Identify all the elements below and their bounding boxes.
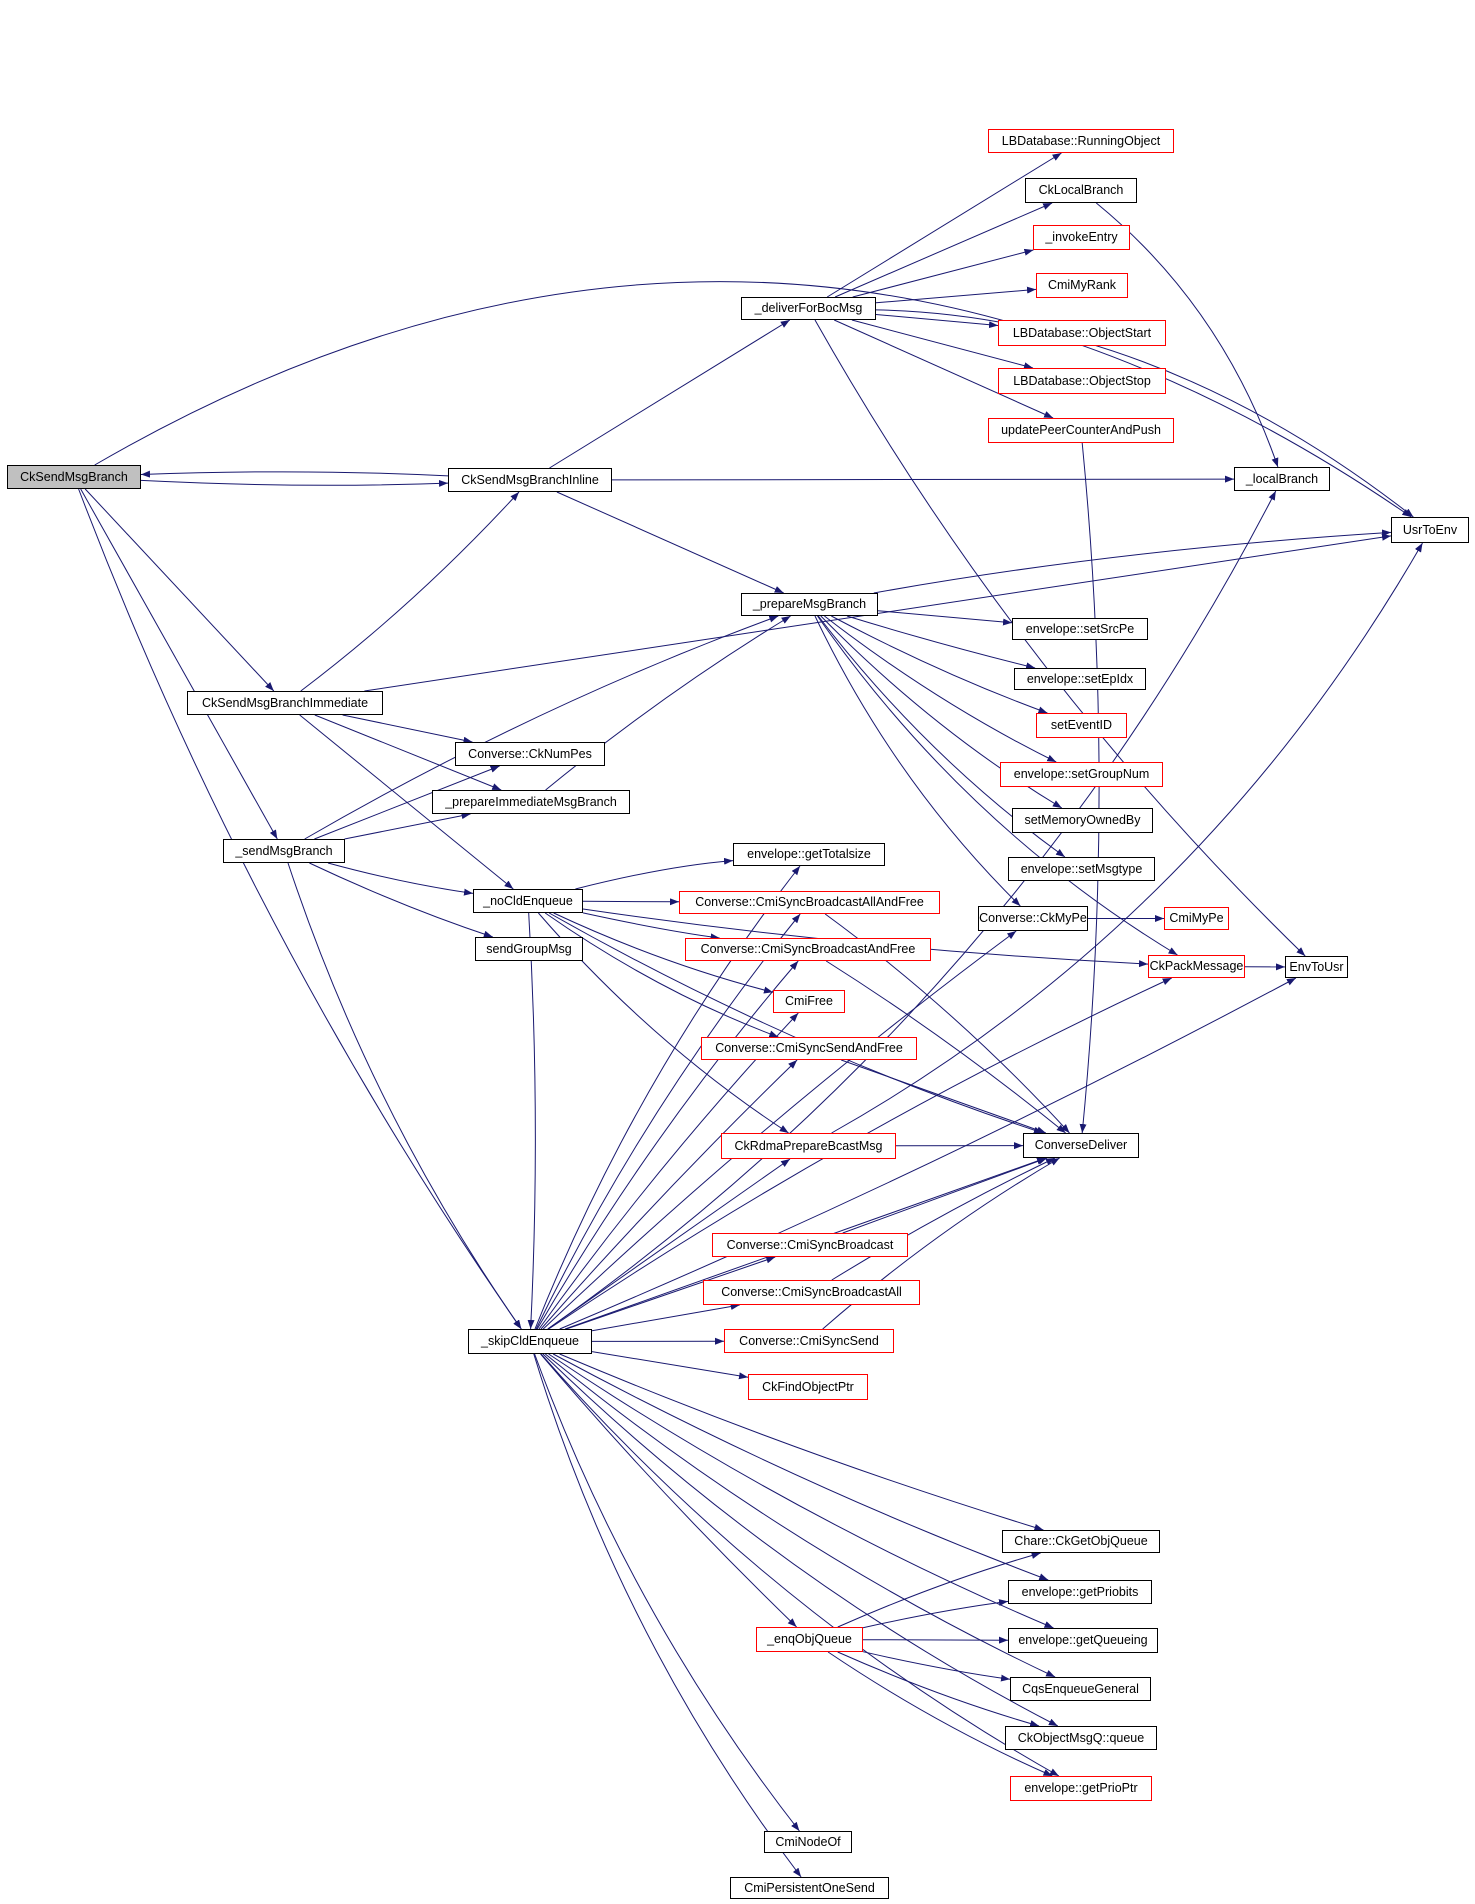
node-label-getobjq: Chare::CkGetObjQueue [1014,1534,1148,1549]
node-label-bcastfree: Converse::CmiSyncBroadcastAndFree [700,942,916,957]
node-label-ckmype: Converse::CkMyPe [979,911,1087,926]
node-getprioptr[interactable] [1010,1776,1152,1801]
node-cmimyrank[interactable] [1036,273,1128,298]
node-label-getpriobits: envelope::getPriobits [1021,1584,1139,1599]
edge-skipcld-findobj [592,1352,748,1378]
edge-deliverboc-objstart [876,315,998,326]
edge-nocld-sendfree [545,913,778,1037]
node-cmipersist[interactable] [730,1877,889,1899]
edge-enqobj-getqueueing [863,1640,1008,1641]
node-label-usrtoenv: UsrToEnv [1402,522,1458,537]
node-label-skipcld: _skipCldEnqueue [481,1334,579,1349]
edge-nocld-skipcld [529,913,536,1329]
edge-immediate-cknumpes [343,715,473,742]
edge-deliverboc-cklocal [835,203,1052,297]
node-nocld[interactable] [473,889,583,913]
node-label-cminodeof: CmiNodeOf [775,1834,841,1849]
node-label-gettotal: envelope::getTotalsize [747,847,871,862]
node-label-prepmsg: _prepareMsgBranch [752,597,867,612]
edge-inline-localbranch [612,479,1234,480]
node-usrtoenv[interactable] [1391,517,1469,543]
node-prepimm[interactable] [432,790,630,814]
node-label-getprioptr: envelope::getPrioPtr [1024,1781,1138,1796]
edge-sendmsg-skipcld [288,863,521,1329]
edge-enqobj-cqsenq [863,1652,1010,1680]
edge-skipcld-ckobjmsgq [543,1354,1058,1726]
node-ckrdma[interactable] [721,1133,896,1159]
node-label-envtousr: EnvToUsr [1289,959,1344,974]
node-inline[interactable] [448,468,612,492]
node-prepmsg[interactable] [741,593,878,616]
node-convdeliver[interactable] [1023,1133,1139,1158]
node-label-setgroupnum: envelope::setGroupNum [1013,767,1150,782]
node-label-localbranch: _localBranch [1245,471,1319,486]
node-label-root: CkSendMsgBranch [20,469,128,484]
node-objstart[interactable] [998,320,1166,346]
node-label-findobj: CkFindObjectPtr [762,1379,854,1394]
node-runningobj[interactable] [988,129,1174,153]
node-label-inline: CkSendMsgBranchInline [461,472,599,487]
edge-skipcld-gettotal [535,866,800,1329]
node-enqobj[interactable] [756,1627,863,1652]
node-getobjq[interactable] [1002,1530,1160,1553]
node-label-cmifree: CmiFree [785,994,833,1009]
node-syncbcastall[interactable] [703,1280,920,1305]
node-setmemowned[interactable] [1012,808,1153,833]
node-label-ckobjmsgq: CkObjectMsgQ::queue [1017,1730,1145,1745]
node-label-invokeentry: _invokeEntry [1045,230,1118,245]
edge-prepmsg-usrtoenv [874,532,1391,593]
node-ckobjmsgq[interactable] [1005,1726,1157,1750]
node-ckmype[interactable] [978,906,1088,931]
edge-root-immediate [85,489,274,691]
edge-updatepeer-convdeliver [1082,443,1099,1133]
node-label-ckrdma: CkRdmaPrepareBcastMsg [734,1138,883,1153]
node-deliverboc[interactable] [741,297,876,320]
edge-deliverboc-runningobj [827,153,1061,297]
edge-sendmsg-nocld [328,863,473,893]
node-label-immediate: CkSendMsgBranchImmediate [201,695,369,710]
edge-deliverboc-cmimyrank [876,289,1036,302]
node-label-objstop: LBDatabase::ObjectStop [1013,373,1151,388]
edge-nocld-gettotal [575,861,733,889]
node-label-cmimype: CmiMyPe [1169,911,1224,926]
node-label-syncbcast: Converse::CmiSyncBroadcast [726,1237,894,1252]
node-setgroupnum[interactable] [1000,762,1163,787]
edge-immediate-inline [301,492,519,691]
node-invokeentry[interactable] [1033,225,1130,250]
node-setepidx[interactable] [1014,668,1146,690]
edge-sendfree-convdeliver [841,1060,1046,1133]
node-label-sendfree: Converse::CmiSyncSendAndFree [715,1041,903,1056]
node-cqsenq[interactable] [1010,1677,1151,1701]
edge-deliverboc-invokeentry [853,250,1034,297]
edge-prepmsg-setepidx [847,616,1035,668]
node-bcastfree[interactable] [685,938,931,961]
node-cklocal[interactable] [1025,178,1137,203]
edge-skipcld-bcastallfree [536,914,800,1329]
node-syncbcast[interactable] [712,1233,908,1257]
edge-prepmsg-setsrcpe [878,611,1012,623]
node-label-syncsend: Converse::CmiSyncSend [739,1333,879,1348]
node-sendfree[interactable] [701,1037,917,1060]
node-label-updatepeer: updatePeerCounterAndPush [1001,423,1161,438]
edge-root-sendmsg [81,489,278,839]
node-updatepeer[interactable] [988,418,1174,443]
node-label-runningobj: LBDatabase::RunningObject [1001,133,1161,148]
node-label-enqobj: _enqObjQueue [767,1632,852,1647]
node-label-cmimyrank: CmiMyRank [1047,278,1117,293]
node-cmimype[interactable] [1164,907,1229,930]
edge-root-skipcld [79,489,522,1329]
node-label-setmsgtype: envelope::setMsgtype [1020,861,1143,876]
node-label-syncbcastall: Converse::CmiSyncBroadcastAll [721,1285,902,1300]
node-gettotal[interactable] [733,843,885,866]
node-label-cknumpes: Converse::CkNumPes [468,746,592,761]
node-objstop[interactable] [998,368,1166,394]
node-label-prepimm: _prepareImmediateMsgBranch [445,794,617,809]
node-label-sendmsg: _sendMsgBranch [235,843,333,858]
node-setsrcpe[interactable] [1012,618,1148,640]
node-setmsgtype[interactable] [1008,857,1155,881]
node-label-objstart: LBDatabase::ObjectStart [1012,325,1152,340]
edge-syncbcastall-convdeliver [832,1158,1055,1280]
node-label-deliverboc: _deliverForBocMsg [754,301,863,316]
node-label-setepidx: envelope::setEpIdx [1026,671,1134,686]
node-label-sendgroup: sendGroupMsg [486,941,572,956]
node-label-cqsenq: CqsEnqueueGeneral [1022,1681,1139,1696]
node-label-bcastallfree: Converse::CmiSyncBroadcastAllAndFree [695,895,924,910]
edge-inline-prepmsg [557,492,784,593]
node-label-ckpack: CkPackMessage [1149,959,1244,974]
node-immediate[interactable] [187,691,383,715]
node-findobj[interactable] [748,1374,868,1400]
edge-skipcld-syncbcastall [592,1305,740,1331]
node-label-cklocal: CkLocalBranch [1038,183,1124,198]
edge-inline-deliverboc [550,320,790,468]
node-seteventid[interactable] [1036,713,1127,738]
node-cknumpes[interactable] [455,742,605,766]
node-localbranch[interactable] [1234,467,1330,491]
edge-skipcld-cmipersist [534,1354,801,1877]
edge-skipcld-cminodeof [535,1354,800,1831]
node-label-convdeliver: ConverseDeliver [1034,1138,1128,1153]
node-cmifree[interactable] [773,990,845,1013]
node-syncsend[interactable] [724,1329,894,1353]
node-sendgroup[interactable] [475,937,583,961]
node-label-seteventid: setEventID [1050,718,1113,733]
node-sendmsg[interactable] [223,839,345,863]
node-label-getqueueing: envelope::getQueueing [1018,1633,1148,1648]
edge-syncbcast-convdeliver [843,1158,1047,1233]
node-cminodeof[interactable] [764,1831,852,1853]
node-root [7,465,141,489]
node-label-setmemowned: setMemoryOwnedBy [1024,813,1141,828]
edge-enqobj-getpriobits [863,1601,1008,1627]
edge-enqobj-ckobjmsgq [838,1652,1039,1726]
node-ckpack[interactable] [1148,955,1245,978]
node-getqueueing[interactable] [1008,1628,1158,1653]
node-label-setsrcpe: envelope::setSrcPe [1025,621,1135,636]
edge-skipcld-getprioptr [541,1354,1059,1776]
node-skipcld[interactable] [468,1329,592,1354]
edge-sendmsg-sendgroup [309,863,492,937]
edge-skipcld-envtousr [560,978,1296,1329]
node-label-nocld: _noCldEnqueue [483,893,573,908]
edge-enqobj-getprioptr [828,1652,1052,1776]
edge-nocld-bcastallfree [583,901,679,902]
node-bcastallfree[interactable] [679,891,940,914]
node-envtousr[interactable] [1285,956,1348,978]
node-label-cmipersist: CmiPersistentOneSend [744,1880,875,1895]
edge-inline-root [141,472,448,476]
edge-sendmsg-prepimm [345,814,471,839]
edge-root-inline [141,480,448,485]
edge-nocld-bcastfree [583,913,720,938]
node-getpriobits[interactable] [1008,1580,1152,1604]
